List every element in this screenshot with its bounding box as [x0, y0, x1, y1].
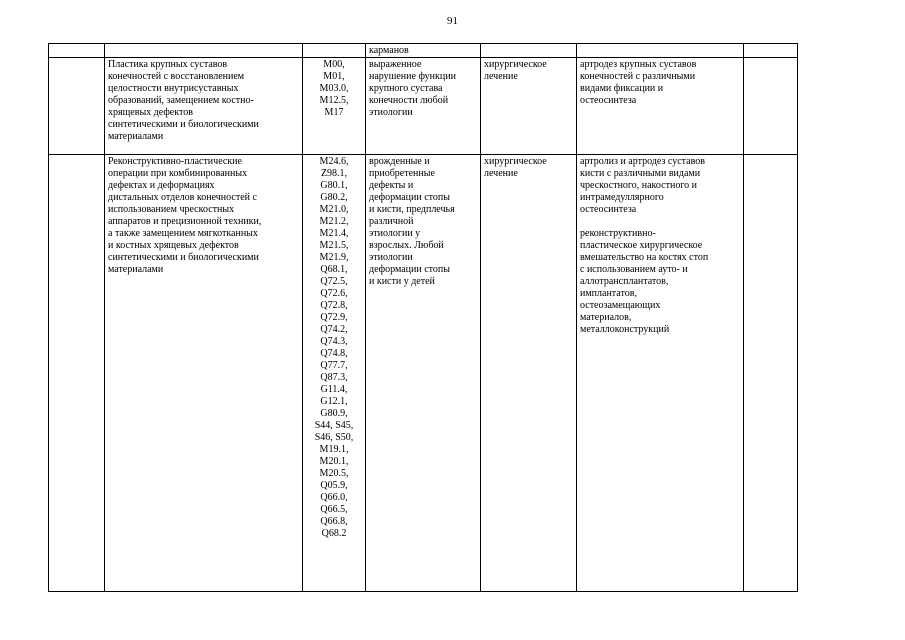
patient-model-cell	[366, 44, 481, 58]
icd-code: G80.9,	[320, 408, 348, 419]
treatment-method-cell	[577, 58, 744, 155]
model-line: этиологии	[369, 252, 413, 263]
model-line: различной	[369, 216, 414, 227]
model-line: дефекты и	[369, 180, 414, 191]
norm-cell	[744, 58, 798, 155]
method-line: видами фиксации и	[580, 83, 664, 94]
treatment-method-cell	[577, 155, 744, 592]
name-line: использованием чрескостных	[108, 204, 235, 215]
table-row	[49, 44, 798, 58]
patient-model-cell	[366, 155, 481, 592]
paragraph-gap	[580, 216, 740, 228]
treatment-type: хирургическое лечение	[484, 59, 547, 82]
method-line: с использованием ауто- и	[580, 264, 688, 275]
treatment-type: хирургическое лечение	[484, 156, 547, 179]
name-line: дефектах и деформациях	[108, 180, 215, 191]
icd-code: M01,	[323, 71, 345, 82]
norm-cell	[744, 44, 798, 58]
icd-code: M21.5,	[319, 240, 349, 251]
model-line: конечности любой	[369, 95, 449, 106]
intervention-name-cell	[105, 58, 303, 155]
icd-code: Q66.5,	[320, 504, 348, 515]
icd-code: M20.5,	[319, 468, 349, 479]
icd-code: Q68.2	[321, 528, 347, 539]
model-line: взрослых. Любой	[369, 240, 444, 251]
table-row	[49, 155, 798, 592]
medical-care-table	[48, 43, 798, 592]
treatment-type-cell	[481, 155, 577, 592]
icd-code: Z98.1,	[320, 168, 348, 179]
icd-code: M24.6,	[319, 156, 349, 167]
method-line: аллотрансплантатов,	[580, 276, 669, 287]
table-row	[49, 58, 798, 155]
page-number: 91	[447, 15, 458, 27]
treatment-type-cell	[481, 58, 577, 155]
method-line: интрамедуллярного	[580, 192, 664, 203]
row-number-cell	[49, 44, 105, 58]
method-line: вмешательство на костях стоп	[580, 252, 709, 263]
method-line: остеосинтеза	[580, 95, 637, 106]
name-line: Реконструктивно-пластические	[108, 156, 242, 167]
intervention-name-cell	[105, 155, 303, 592]
icd-code: G80.1,	[320, 180, 348, 191]
icd-codes-cell	[303, 155, 366, 592]
icd-code: M21.2,	[319, 216, 349, 227]
icd-code: Q72.8,	[320, 300, 348, 311]
method-line: имплантатов,	[580, 288, 637, 299]
icd-code: Q05.9,	[320, 480, 348, 491]
method-line: артродез крупных суставов	[580, 59, 697, 70]
method-line: остеосинтеза	[580, 204, 637, 215]
model-line: деформации стопы	[369, 264, 450, 275]
name-line: Пластика крупных суставов	[108, 59, 228, 70]
name-line: синтетическими и биологическими	[108, 252, 259, 263]
method-line: конечностей с различными	[580, 71, 696, 82]
icd-code: Q66.8,	[320, 516, 348, 527]
name-line: синтетическими и биологическими	[108, 119, 259, 130]
icd-code: G80.2,	[320, 192, 348, 203]
method-line: кисти с различными видами	[580, 168, 701, 179]
name-line: дистальных отделов конечностей с	[108, 192, 257, 203]
icd-codes-cell	[303, 44, 366, 58]
name-line: аппаратов и прецизионной техники,	[108, 216, 262, 227]
model-line: деформации стопы	[369, 192, 450, 203]
icd-code: M21.0,	[319, 204, 349, 215]
icd-code: Q72.9,	[320, 312, 348, 323]
model-line: этиологии	[369, 107, 413, 118]
treatment-type-cell	[481, 44, 577, 58]
method-line: остеозамещающих	[580, 300, 661, 311]
norm-cell	[744, 155, 798, 592]
icd-code: Q68.1,	[320, 264, 348, 275]
model-line: этиологии у	[369, 228, 421, 239]
icd-code: M17	[324, 107, 344, 118]
icd-code: M19.1,	[319, 444, 349, 455]
model-line: приобретенные	[369, 168, 435, 179]
method-line: пластическое хирургическое	[580, 240, 703, 251]
name-line: хрящевых дефектов	[108, 107, 193, 118]
icd-code: M12.5,	[319, 95, 349, 106]
icd-code: Q66.0,	[320, 492, 348, 503]
icd-code: Q87.3,	[320, 372, 348, 383]
patient-model-cell	[366, 58, 481, 155]
model-line: и кисти у детей	[369, 276, 435, 287]
icd-code: M20.1,	[319, 456, 349, 467]
method-line: артролиз и артродез суставов	[580, 156, 705, 167]
icd-code: Q72.6,	[320, 288, 348, 299]
model-line: врожденные и	[369, 156, 430, 167]
treatment-method-cell	[577, 44, 744, 58]
icd-code: Q74.3,	[320, 336, 348, 347]
icd-code: Q74.8,	[320, 348, 348, 359]
name-line: материалами	[108, 131, 164, 142]
icd-codes-cell	[303, 58, 366, 155]
icd-code: Q74.2,	[320, 324, 348, 335]
icd-code: M21.4,	[319, 228, 349, 239]
name-line: целостности внутрисуставных	[108, 83, 239, 94]
model-line: нарушение функции	[369, 71, 456, 82]
model-line: выраженное	[369, 59, 422, 70]
icd-code: M03.0,	[319, 83, 349, 94]
method-line: металлоконструкций	[580, 324, 670, 335]
icd-code: Q72.5,	[320, 276, 348, 287]
name-line: и костных хрящевых дефектов	[108, 240, 239, 251]
method-line: чрескостного, накостного и	[580, 180, 698, 191]
name-line: а также замещением мягкотканных	[108, 228, 258, 239]
icd-code: G11.4,	[320, 384, 348, 395]
row-number-cell	[49, 58, 105, 155]
model-line: и кисти, предплечья	[369, 204, 455, 215]
icd-code: S46, S50,	[314, 432, 354, 443]
name-line: конечностей с восстановлением	[108, 71, 245, 82]
icd-code: S44, S45,	[314, 420, 354, 431]
row-number-cell	[49, 155, 105, 592]
method-line: материалов,	[580, 312, 632, 323]
model-line: крупного сустава	[369, 83, 443, 94]
model-line: карманов	[369, 45, 409, 56]
name-line: образований, замещением костно-	[108, 95, 254, 106]
name-line: материалами	[108, 264, 164, 275]
icd-code: M00,	[323, 59, 345, 70]
intervention-name-cell	[105, 44, 303, 58]
icd-code: G12.1,	[320, 396, 348, 407]
icd-code: Q77.7,	[320, 360, 348, 371]
method-line: реконструктивно-	[580, 228, 656, 239]
icd-code: M21.9,	[319, 252, 349, 263]
name-line: операции при комбинированных	[108, 168, 248, 179]
